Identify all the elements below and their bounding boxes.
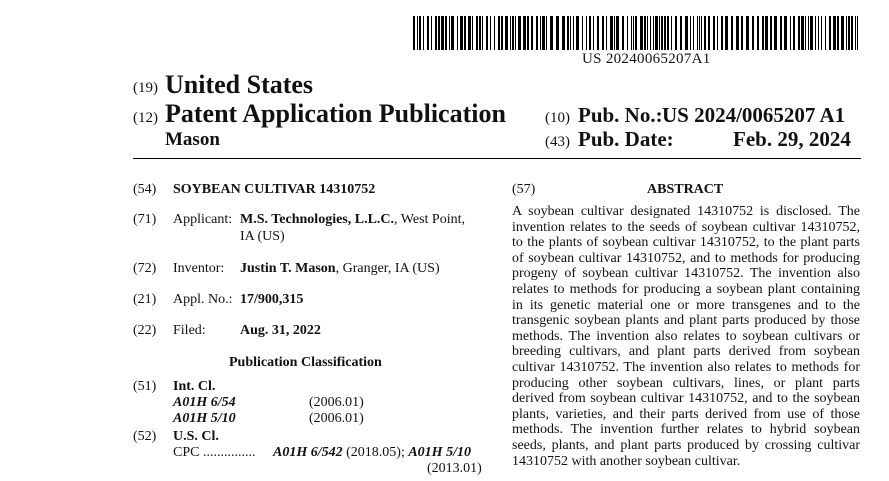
cpc-date-1: (2018.05); xyxy=(346,445,405,460)
appl-number: 17/900,315 xyxy=(240,292,304,307)
filed-code: (22) xyxy=(133,323,157,338)
title-code: (54) xyxy=(133,182,157,197)
applicant-code: (71) xyxy=(133,212,157,227)
int-cl-date-2: (2006.01) xyxy=(309,411,364,426)
cpc-values xyxy=(273,445,471,461)
inventor-surname: Mason xyxy=(165,129,220,150)
int-cl-code-2: A01H 5/10 xyxy=(173,411,236,426)
int-cl-date-1: (2006.01) xyxy=(309,395,364,410)
code-12: (12) xyxy=(133,110,158,126)
cpc-code-1: A01H 6/542 xyxy=(273,445,343,460)
abstract-heading: ABSTRACT xyxy=(647,182,724,197)
int-cl-code-1: A01H 6/54 xyxy=(173,395,236,410)
applicant-location-2: IA (US) xyxy=(240,229,285,244)
barcode xyxy=(413,16,861,50)
us-cl-code: (52) xyxy=(133,429,157,444)
us-cl-label: U.S. Cl. xyxy=(173,429,219,444)
country-title: United States xyxy=(165,70,314,99)
inventor-value xyxy=(240,261,440,277)
abstract-text: A soybean cultivar designated 14310752 is disclosed. The invention relates to the seeds of soybean cultivar 14310752, to the plants of soybean cultivar 14310752, to the plant parts of soybean cultivar 14310752, and to methods for producing progeny of soybean cultivar 14310752. The invention also relates to methods for producing a soybean plant containing in its genetic material one or more transgenes and to the transgenic soybean plants and plant parts produced by those methods. The invention also relates to soybean cultivars or breeding cultivars, and plant parts derived from soybean cultivar 14310752. The invention also relates to methods for producing other soybean cultivars, lines, or plant parts derived from soybean cultivar 14310752, and to the soybean plants, varieties, and their parts derived from use of those methods. The invention further relates to hybrid soybean seeds, plants, and plant parts produced by crossing cultivar 14310752 with another soybean cultivar. xyxy=(512,204,860,469)
code-19: (19) xyxy=(133,80,158,96)
inventor-code: (72) xyxy=(133,261,157,276)
abstract-code: (57) xyxy=(512,182,536,197)
cpc-code-2: A01H 5/10 xyxy=(408,445,471,460)
cpc-label: CPC ............... xyxy=(173,445,256,460)
inventor-label: Inventor: xyxy=(173,261,225,276)
pub-no-label: Pub. No.: xyxy=(578,103,663,127)
applicant-label: Applicant: xyxy=(173,212,233,227)
header-rule xyxy=(133,158,861,159)
inventor-name: Justin T. Mason xyxy=(240,261,336,276)
applicant-name: M.S. Technologies, L.L.C. xyxy=(240,212,395,227)
inventor-location: , Granger, IA (US) xyxy=(335,261,440,276)
code-10: (10) xyxy=(545,110,570,126)
pub-no-value: US 2024/0065207 A1 xyxy=(662,103,846,127)
classification-heading: Publication Classification xyxy=(229,355,382,370)
code-43: (43) xyxy=(545,134,570,150)
applicant-location: , West Point, xyxy=(394,212,465,227)
cpc-date-2: (2013.01) xyxy=(427,461,482,476)
pub-date-value: Feb. 29, 2024 xyxy=(733,127,851,151)
appl-label: Appl. No.: xyxy=(173,292,233,307)
int-cl-code: (51) xyxy=(133,379,157,394)
invention-title: SOYBEAN CULTIVAR 14310752 xyxy=(173,182,376,197)
filed-date: Aug. 31, 2022 xyxy=(240,323,321,338)
barcode-number: US 20240065207A1 xyxy=(582,51,711,67)
int-cl-label: Int. Cl. xyxy=(173,379,216,394)
pub-date-label: Pub. Date: xyxy=(578,127,674,151)
appl-code: (21) xyxy=(133,292,157,307)
document-type: Patent Application Publication xyxy=(165,99,506,128)
applicant-value xyxy=(240,212,465,228)
filed-label: Filed: xyxy=(173,323,206,338)
